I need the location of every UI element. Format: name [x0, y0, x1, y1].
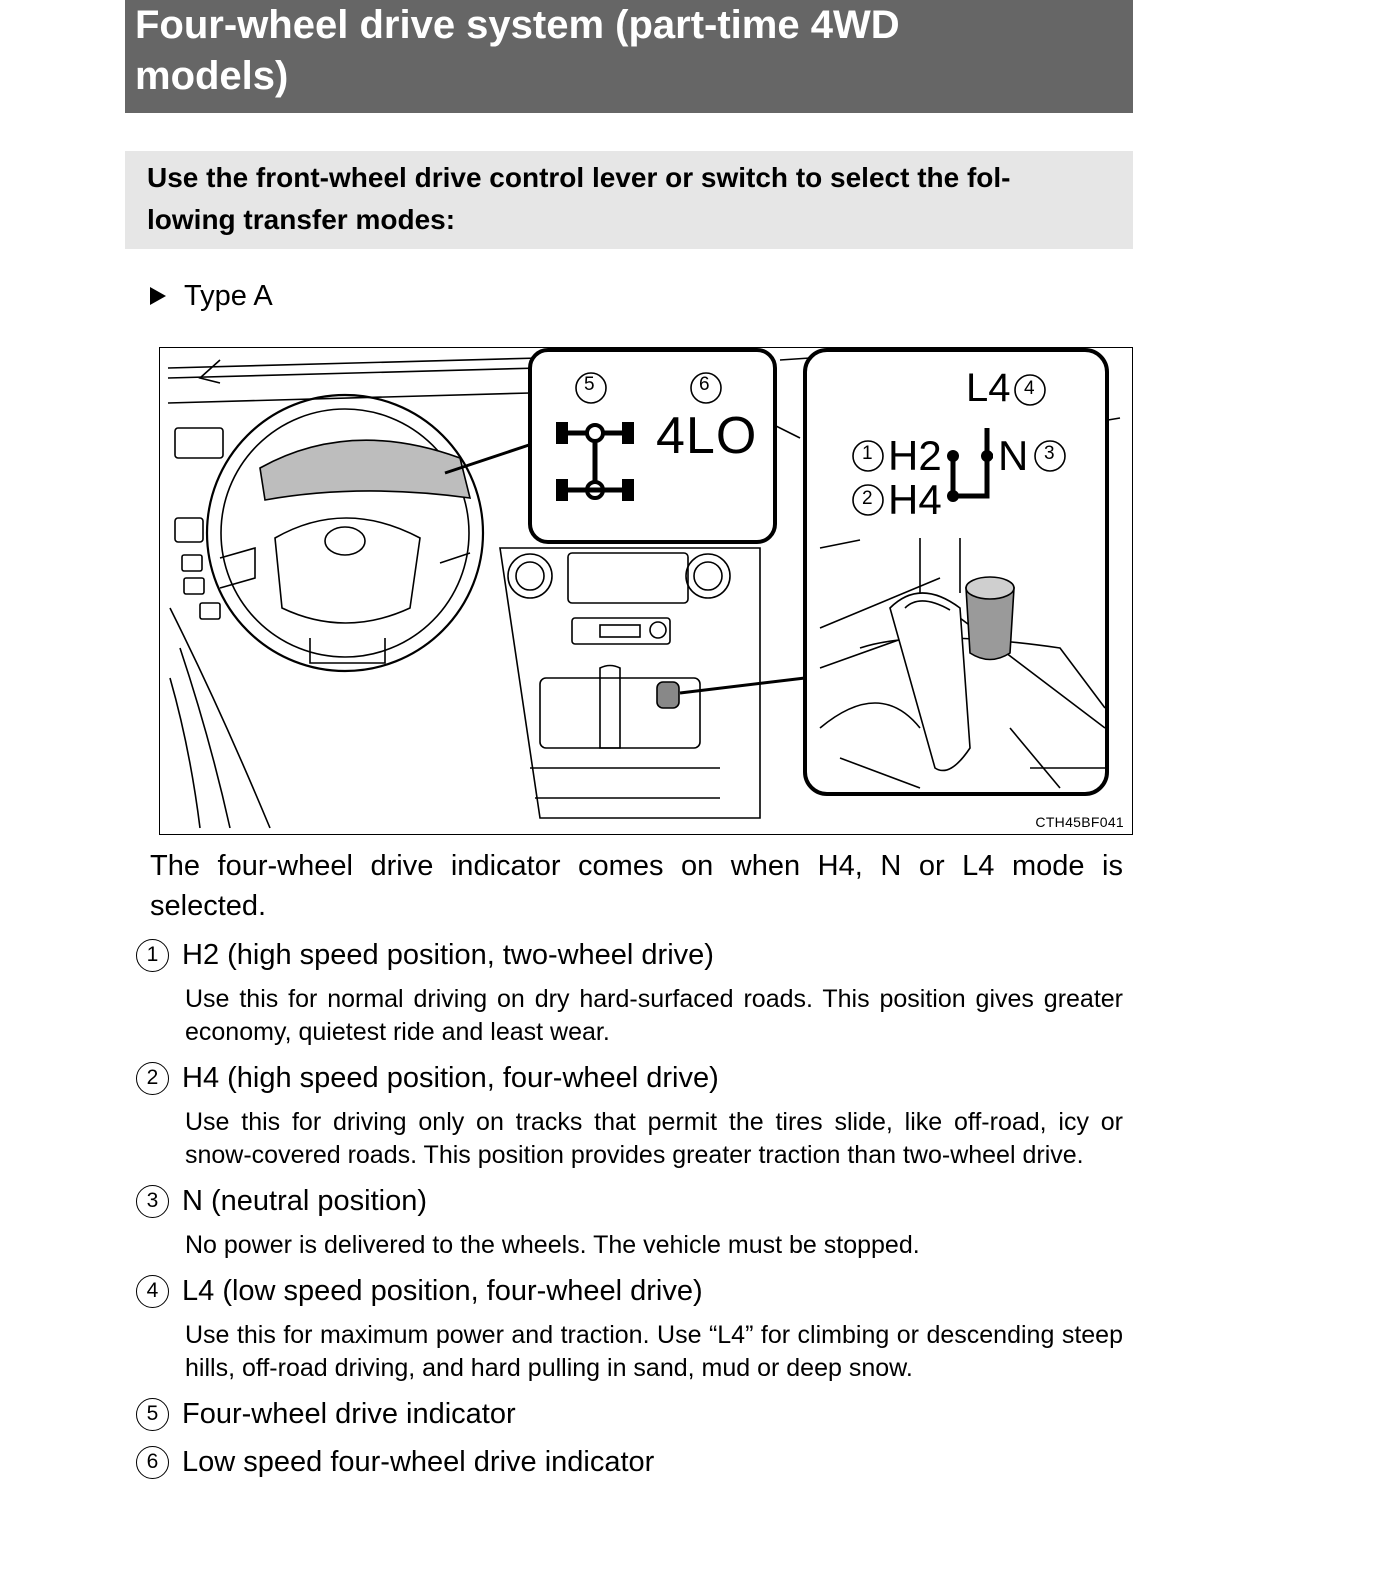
item-title: H4 (high speed position, four-wheel drive) [182, 1062, 719, 1094]
type-heading-label: Type A [184, 280, 273, 312]
list-item [136, 933, 1126, 1049]
item-number: 2 [136, 1062, 169, 1095]
list-item [136, 1179, 1126, 1262]
list-item [136, 1269, 1126, 1385]
shift-position-label-h2: H2 [888, 432, 942, 479]
item-number: 3 [136, 1185, 169, 1218]
intro-box [125, 151, 1133, 249]
shift-position-label-h4: H4 [888, 476, 942, 523]
item-title: Four-wheel drive indicator [182, 1398, 516, 1430]
item-number: 5 [136, 1398, 169, 1431]
intro-line-2: lowing transfer modes: [147, 204, 456, 235]
item-title: N (neutral position) [182, 1185, 427, 1217]
page-title-line-2: models) [135, 54, 289, 98]
item-number: 4 [136, 1275, 169, 1308]
shift-position-number-4: 4 [1024, 378, 1035, 399]
shift-position-number-1: 1 [862, 443, 873, 464]
item-title: Low speed four-wheel drive indicator [182, 1446, 655, 1478]
list-item [136, 1056, 1126, 1172]
callout-number-6: 6 [699, 374, 710, 395]
intro-line-1: Use the front-wheel drive control lever or switch to select the fol- [147, 162, 1011, 193]
shift-position-label-l4: L4 [966, 366, 1011, 410]
item-description: Use this for normal driving on dry hard-surfaced roads. This position gives greater economy, quietest ride and least wear. [185, 985, 1123, 1046]
list-item [136, 1392, 1126, 1436]
callout-number-5: 5 [584, 374, 595, 395]
dashboard-drawing [160, 348, 1134, 836]
item-description: No power is delivered to the wheels. The vehicle must be stopped. [185, 1231, 920, 1259]
list-item [136, 1440, 1126, 1484]
shift-position-number-2: 2 [862, 488, 873, 509]
page-title-line-1: Four-wheel drive system (part-time 4WD [135, 3, 900, 47]
item-number: 1 [136, 939, 169, 972]
low-speed-indicator-text: 4LO [656, 407, 758, 465]
figure-code: CTH45BF041 [1035, 814, 1124, 830]
item-description: Use this for maximum power and traction. Use “L4” for climbing or descending steep hills, off-road driving, and hard pulling in sand, mud or deep snow. [185, 1321, 1123, 1382]
transfer-mode-list [136, 933, 1126, 1484]
dashboard-illustration [159, 347, 1133, 835]
item-number: 6 [136, 1446, 169, 1479]
indicator-note: The four-wheel drive indicator comes on when H4, N or L4 mode is selected. [150, 850, 1123, 922]
page-title [125, 0, 1133, 113]
type-heading [150, 278, 273, 314]
shift-position-number-3: 3 [1044, 443, 1055, 464]
transfer-lever-knob-icon [966, 577, 1014, 660]
triangle-bullet-icon [150, 287, 166, 305]
shift-position-label-n: N [998, 432, 1029, 479]
item-title: H2 (high speed position, two-wheel drive) [182, 939, 714, 971]
item-description: Use this for driving only on tracks that permit the tires slide, like off-road, icy or snow-covered roads. This position provides greater traction than two-wheel drive. [185, 1108, 1123, 1169]
item-title: L4 (low speed position, four-wheel drive) [182, 1275, 703, 1307]
